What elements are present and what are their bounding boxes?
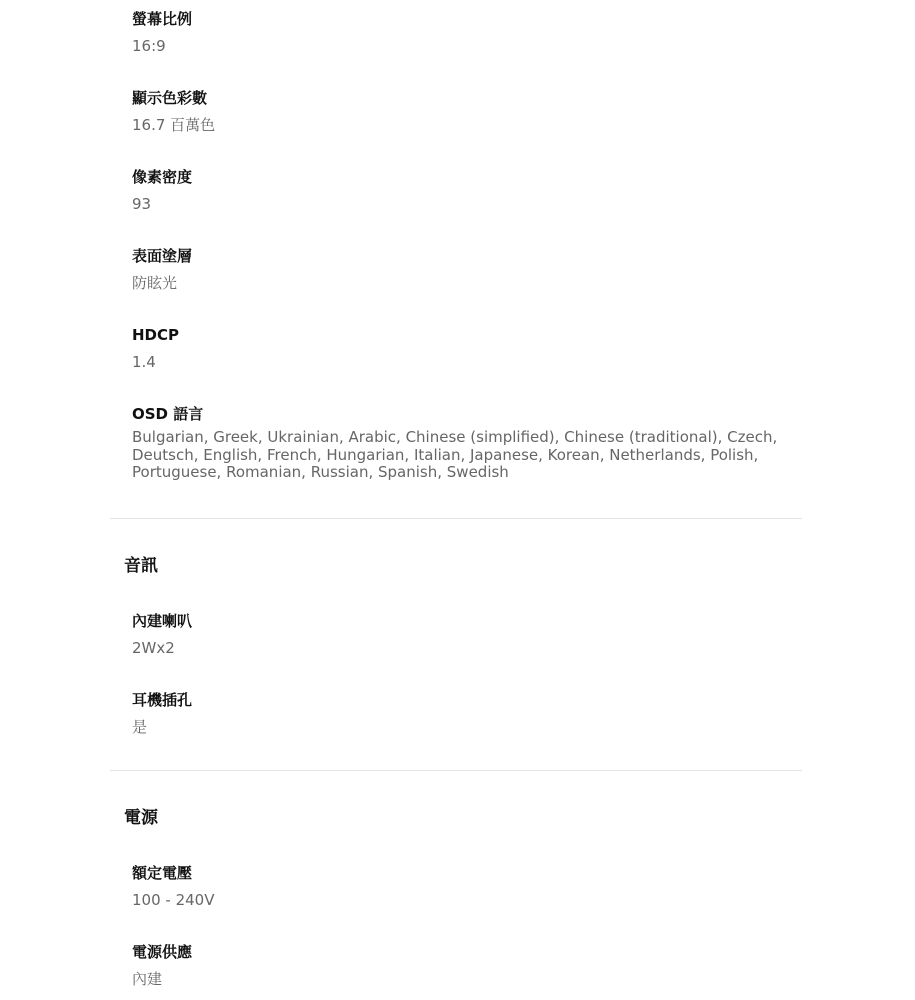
spec-value: 100 - 240V [132, 891, 215, 909]
spec-label: 電源供應 [132, 943, 193, 961]
spec-label: 內建喇叭 [132, 612, 193, 630]
spec-surface-coating [132, 246, 812, 292]
spec-value: 16.7 百萬色 [132, 116, 216, 134]
spec-label: 額定電壓 [132, 864, 193, 882]
spec-label: 螢幕比例 [132, 10, 193, 28]
spec-built-in-speaker [132, 611, 812, 657]
spec-value: 16:9 [132, 37, 166, 55]
spec-value: Bulgarian, Greek, Ukrainian, Arabic, Chinese (simplified), Chinese (traditional), Czech, Deutsch, English, French, Hungarian, Italian, Japanese, Korean, Netherlands, Polish, Portuguese, Romanian, Russian, Spanish, Swedish [132, 428, 778, 481]
section-title-audio: 音訊 [124, 556, 158, 576]
spec-osd-languages [132, 404, 812, 481]
spec-value: 2Wx2 [132, 639, 175, 657]
spec-value: 是 [132, 718, 148, 736]
spec-label: 耳機插孔 [132, 691, 193, 709]
spec-display-colors [132, 88, 812, 134]
spec-aspect-ratio [132, 9, 812, 55]
section-divider [110, 770, 802, 771]
spec-value: 防眩光 [132, 274, 178, 292]
spec-hdcp [132, 325, 812, 371]
spec-value: 內建 [132, 970, 163, 988]
spec-label: 像素密度 [132, 168, 193, 186]
spec-label: 表面塗層 [132, 247, 193, 265]
spec-power-supply [132, 942, 812, 988]
spec-label: 顯示色彩數 [132, 89, 208, 107]
spec-label: HDCP [132, 326, 180, 344]
section-divider [110, 518, 802, 519]
spec-headphone-jack [132, 690, 812, 736]
spec-value: 93 [132, 195, 152, 213]
section-title-power: 電源 [124, 808, 158, 828]
spec-pixel-density [132, 167, 812, 213]
spec-value: 1.4 [132, 353, 156, 371]
spec-label: OSD 語言 [132, 405, 204, 423]
spec-rated-voltage [132, 863, 812, 909]
